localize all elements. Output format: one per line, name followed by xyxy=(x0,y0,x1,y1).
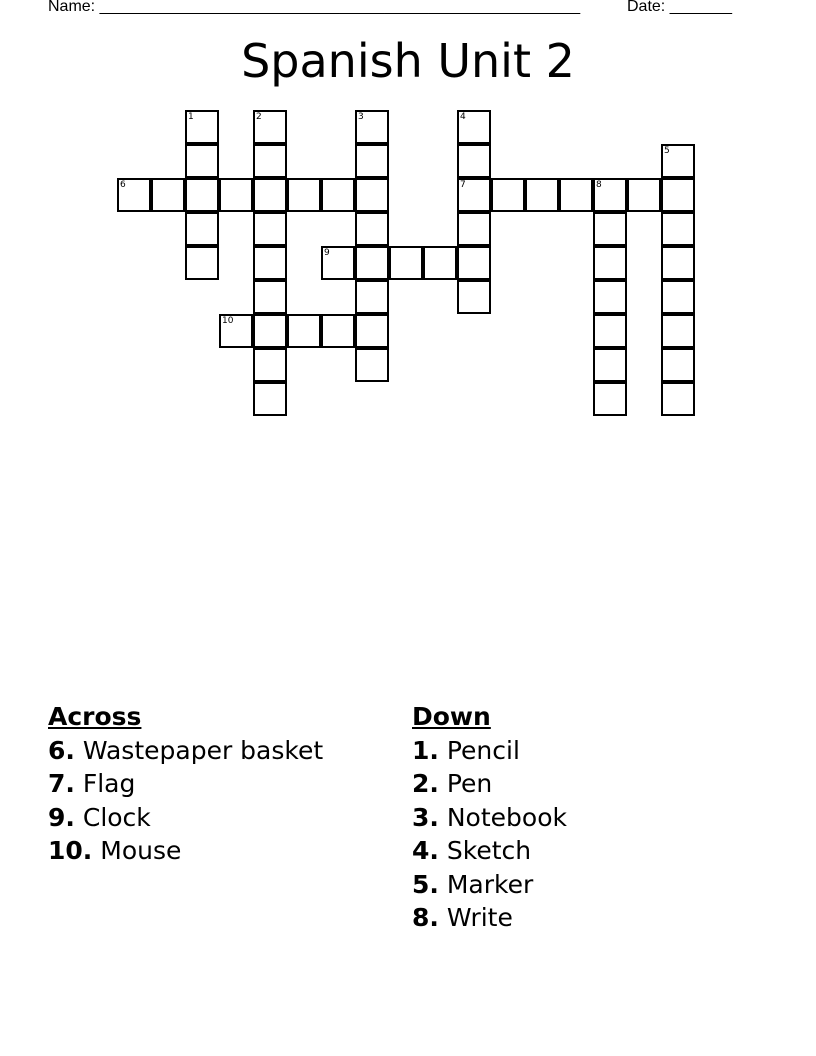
cell-number: 8 xyxy=(596,180,602,190)
crossword-cell[interactable] xyxy=(661,382,695,416)
clue-number: 3. xyxy=(412,802,439,832)
crossword-cell[interactable] xyxy=(321,246,355,280)
clue-down xyxy=(412,734,567,768)
crossword-cell[interactable] xyxy=(661,348,695,382)
crossword-cell[interactable] xyxy=(423,246,457,280)
crossword-cell[interactable] xyxy=(389,246,423,280)
crossword-cell[interactable] xyxy=(219,314,253,348)
clue-across xyxy=(48,767,323,801)
cell-number: 7 xyxy=(460,180,466,190)
crossword-cell[interactable] xyxy=(593,178,627,212)
clue-number: 5. xyxy=(412,869,439,899)
across-heading: Across xyxy=(48,702,142,731)
clue-text: Sketch xyxy=(446,836,532,865)
crossword-cell[interactable] xyxy=(661,314,695,348)
crossword-cell[interactable] xyxy=(661,212,695,246)
clue-down xyxy=(412,901,567,935)
clue-text: Wastepaper basket xyxy=(82,735,324,765)
crossword-cell[interactable] xyxy=(253,348,287,382)
crossword-cell[interactable] xyxy=(185,144,219,178)
clue-number: 4. xyxy=(412,836,439,865)
clue-across xyxy=(48,834,323,868)
crossword-cell[interactable] xyxy=(559,178,593,212)
cell-number: 2 xyxy=(256,112,262,122)
clue-down xyxy=(412,834,567,868)
date-field: Date: _______ xyxy=(627,0,732,15)
clue-number: 10. xyxy=(48,836,93,865)
crossword-cell[interactable] xyxy=(457,280,491,314)
crossword-cell[interactable] xyxy=(593,314,627,348)
crossword-cell[interactable] xyxy=(253,382,287,416)
crossword-cell[interactable] xyxy=(593,280,627,314)
crossword-cell[interactable] xyxy=(525,178,559,212)
clue-text: Pencil xyxy=(446,735,520,765)
across-clues xyxy=(48,700,323,868)
clue-number: 7. xyxy=(48,769,75,798)
crossword-cell[interactable] xyxy=(355,348,389,382)
crossword-cell[interactable] xyxy=(253,246,287,280)
crossword-cell[interactable] xyxy=(253,110,287,144)
crossword-cell[interactable] xyxy=(593,382,627,416)
crossword-cell[interactable] xyxy=(253,178,287,212)
crossword-cell[interactable] xyxy=(253,144,287,178)
crossword-cell[interactable] xyxy=(457,144,491,178)
clue-down xyxy=(412,801,567,835)
crossword-cell[interactable] xyxy=(457,110,491,144)
crossword-cell[interactable] xyxy=(457,246,491,280)
clue-number: 9. xyxy=(48,802,75,832)
cell-number: 10 xyxy=(222,316,234,326)
clue-number: 6. xyxy=(48,735,75,765)
cell-number: 4 xyxy=(460,112,466,122)
crossword-cell[interactable] xyxy=(185,246,219,280)
crossword-cell[interactable] xyxy=(185,178,219,212)
down-clues xyxy=(412,700,567,935)
clue-number: 2. xyxy=(412,769,439,798)
crossword-cell[interactable] xyxy=(151,178,185,212)
crossword-cell[interactable] xyxy=(355,144,389,178)
crossword-cell[interactable] xyxy=(253,314,287,348)
clue-down xyxy=(412,767,567,801)
clue-text: Write xyxy=(446,903,513,932)
crossword-cell[interactable] xyxy=(491,178,525,212)
clue-text: Notebook xyxy=(446,802,567,832)
crossword-cell[interactable] xyxy=(355,280,389,314)
crossword-cell[interactable] xyxy=(661,144,695,178)
crossword-cell[interactable] xyxy=(185,110,219,144)
clue-text: Marker xyxy=(446,869,534,899)
cell-number: 9 xyxy=(324,248,330,258)
page-title: Spanish Unit 2 xyxy=(241,34,575,88)
crossword-cell[interactable] xyxy=(457,212,491,246)
clue-text: Clock xyxy=(82,802,151,832)
crossword-cell[interactable] xyxy=(321,178,355,212)
name-field: Name: ______________________________________________________ xyxy=(48,0,581,15)
cell-number: 3 xyxy=(358,112,364,122)
crossword-cell[interactable] xyxy=(627,178,661,212)
crossword-cell[interactable] xyxy=(661,280,695,314)
clue-text: Flag xyxy=(82,769,136,798)
crossword-cell[interactable] xyxy=(661,178,695,212)
crossword-cell[interactable] xyxy=(219,178,253,212)
crossword-cell[interactable] xyxy=(593,246,627,280)
clue-across xyxy=(48,734,323,768)
clue-text: Mouse xyxy=(100,836,182,865)
cell-number: 6 xyxy=(120,180,126,190)
crossword-cell[interactable] xyxy=(321,314,355,348)
crossword-cell[interactable] xyxy=(185,212,219,246)
cell-number: 5 xyxy=(664,146,670,156)
clue-number: 8. xyxy=(412,903,439,932)
clue-across xyxy=(48,801,323,835)
crossword-cell[interactable] xyxy=(287,314,321,348)
clue-down xyxy=(412,868,567,902)
cell-number: 1 xyxy=(188,112,194,122)
crossword-cell[interactable] xyxy=(117,178,151,212)
crossword-cell[interactable] xyxy=(355,314,389,348)
crossword-cell[interactable] xyxy=(287,178,321,212)
crossword-cell[interactable] xyxy=(253,212,287,246)
down-heading: Down xyxy=(412,702,491,731)
crossword-cell[interactable] xyxy=(355,212,389,246)
crossword-cell[interactable] xyxy=(661,246,695,280)
crossword-cell[interactable] xyxy=(355,110,389,144)
crossword-cell[interactable] xyxy=(457,178,491,212)
crossword-cell[interactable] xyxy=(355,178,389,212)
crossword-cell[interactable] xyxy=(593,348,627,382)
clue-text: Pen xyxy=(446,769,493,798)
crossword-cell[interactable] xyxy=(253,280,287,314)
clue-number: 1. xyxy=(412,735,439,765)
crossword-cell[interactable] xyxy=(355,246,389,280)
crossword-cell[interactable] xyxy=(593,212,627,246)
